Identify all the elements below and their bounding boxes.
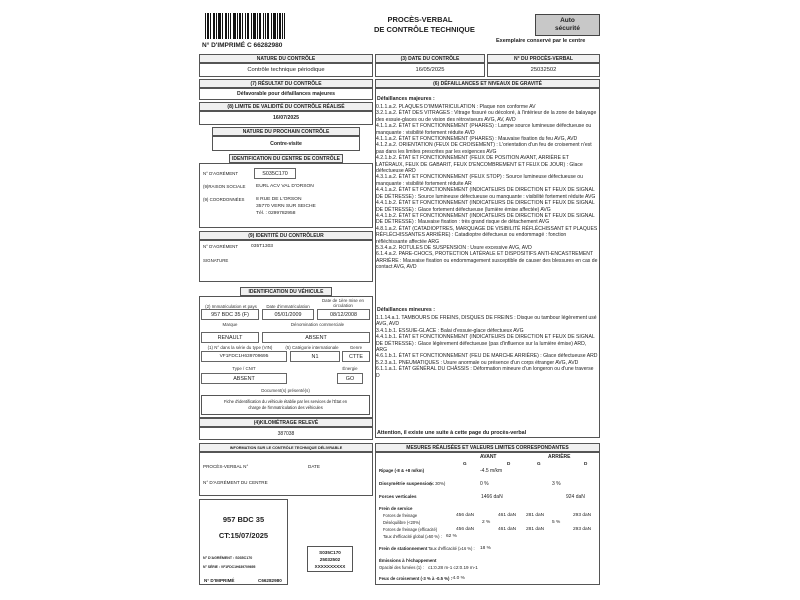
vignette-agrement: N° D'AGRÉMENT : S035C170	[203, 556, 253, 560]
info-centre-label: N° D'AGRÉMENT DU CENTRE	[203, 480, 268, 485]
defect-item: 4.1.2.a.2. ORIENTATION (FEUX DE CROISEMENT) : L'orientation d'un feu de croisement n'est pas dans les limites prescrites par les exigences AVG	[376, 142, 592, 155]
copy-note: Exemplaire conservé par le centre	[496, 38, 586, 44]
defect-item: 4.3.1.a.2. ÉTAT ET FONCTIONNEMENT (FEUX STOP) : Source lumineuse défectueuse ou manquante : visibilité fortement réduite AR	[376, 174, 583, 187]
vin-label: (1) N° dans la série du type (VIN)	[207, 345, 273, 350]
mineures-list	[376, 315, 598, 379]
col-avant: AVANT	[480, 454, 497, 460]
barcode	[205, 13, 285, 39]
title-line-2: DE CONTRÔLE TECHNIQUE	[374, 25, 475, 34]
nature-header: NATURE DU CONTRÔLE	[199, 54, 373, 63]
denom-value: ABSENT	[262, 332, 370, 343]
immat-label: (2) Immatriculation et pays	[205, 304, 257, 309]
mesures-header: MESURES RÉALISÉES ET VALEURS LIMITES CORRESPONDANTES	[375, 443, 600, 452]
km-value: 387038	[277, 431, 295, 437]
defect-item: 5.2.3.a.1. PNEUMATIQUES : Usure anormale ou présence d'un corps étranger AVG, AVD	[376, 359, 579, 366]
date-circ-label: Date de 1ère mise en circulation	[322, 298, 364, 308]
genre-label: Genre	[349, 345, 363, 350]
dissym-ar: 3 %	[552, 481, 561, 487]
centre-coord-line-3: Tél. : 0299782958	[256, 211, 296, 216]
imprime-number: N° D'IMPRIMÉ C 66282980	[202, 42, 283, 49]
marque-value: RENAULT	[201, 332, 259, 343]
date-value	[375, 63, 485, 77]
efficace-label: Forces de freinage (efficacité)	[383, 527, 438, 532]
defect-item: 4.6.1.b.1. ÉTAT ET FONCTIONNEMENT (FEU DE MARCHE ARRIÈRE) : Glace défectueuse ARD	[376, 353, 598, 360]
info-pv-label: PROCÈS-VERBAL N°	[203, 464, 249, 469]
centre-raison-value: EURL ACV VAL D'ORSON	[256, 184, 314, 189]
date-immat-value: 05/01/2009	[262, 309, 314, 320]
immat-value: 957 BDC 35 (F)	[201, 309, 259, 320]
controleur-agrement-value: 035T1303	[251, 244, 274, 249]
info-deliv-box	[199, 452, 373, 496]
majeures-title: Défaillances majeures :	[377, 96, 435, 102]
defect-item: 4.4.1.b.2. ÉTAT ET FONCTIONNEMENT (INDICATEURS DE DIRECTION ET FEUX DE SIGNAL DE DÉTRESSE) : Mauvaise fixation : très grand risque de détachement AVG	[376, 212, 595, 226]
stamp-line-3: XXXXXXXXXX	[314, 564, 346, 569]
km-header: (4)KILOMÉTRAGE RELEVÉ	[199, 418, 373, 427]
badge-line-2: sécurité	[555, 25, 580, 32]
ripage-label: Ripage (-8 & +8 m/km)	[379, 468, 425, 473]
desequilibre-ar: 5 %	[552, 520, 561, 525]
defect-item: 4.4.1.a.2. ÉTAT ET FONCTIONNEMENT (INDICATEURS DE DIRECTION ET FEUX DE SIGNAL DE DÉTRESSE) : Source lumineuse défectueuse ou manquante : visibilité fortement réduite AVG	[376, 187, 596, 200]
validity-header: (8) LIMITE DE VALIDITÉ DU CONTRÔLE RÉALISÉ	[199, 102, 373, 111]
centre-coord-line-2: 35770 VERN SUR SEICHE	[256, 204, 316, 209]
info-date-label: DATE	[308, 464, 320, 469]
ripage-value: -4.5 m/km	[480, 468, 503, 474]
defaillances-header: (6) DÉFAILLANCES ET NIVEAUX DE GRAVITÉ	[375, 79, 600, 88]
centre-agrement-value: S035C170	[254, 168, 296, 179]
stationnement-value: 18 %	[480, 546, 491, 551]
date-value-text: 16/05/2025	[415, 67, 445, 73]
centre-coord-line-1: 8 RUE DE L'ORSON	[256, 197, 302, 202]
centre-box	[199, 163, 373, 228]
defect-item: 4.8.1.a.2. ÉTAT (CATADIOPTRES, MARQUAGE DE VISIBILITÉ RÉFLÉCHISSANT ET PLAQUES RÉFLÉCHISSANTES ARRIÈRE) : Catadioptre défectueux ou endommagé : fonction réfléchissante affectée ARG	[376, 225, 598, 245]
km-box	[199, 427, 373, 440]
fiche-note-line-2: charge de l'immatriculation des véhicules	[248, 405, 323, 410]
forces-ar: 924 daN	[566, 494, 585, 500]
type-label: Type / CNIT	[232, 366, 256, 371]
frein-service-label: Frein de service	[379, 506, 413, 511]
type-value: ABSENT	[201, 373, 287, 384]
dissym-label: Dissymétrie suspension	[379, 481, 432, 486]
col-av-d: D	[507, 461, 511, 466]
info-deliv-header: INFORMATION SUR LE CONTRÔLE TECHNIQUE DÉLIVRABLE	[199, 443, 373, 452]
opacite-label: Opacité des fumées (1) :	[379, 565, 424, 570]
opacite-values: c1:0.28 m-1 c2:0.19 m-1	[428, 565, 478, 570]
denom-label: Dénomination commerciale	[290, 322, 345, 327]
energie-value: GO	[337, 373, 363, 384]
efficace-av-g: 456 daN	[456, 527, 475, 532]
controleur-box	[199, 240, 373, 282]
defect-item: 4.4.1.b.1. ÉTAT ET FONCTIONNEMENT (INDICATEURS DE DIRECTION ET FEUX DE SIGNAL DE DÉTRESSE) : Glace légèrement défectueuse (pas d'influence sur la lumière émise) ARD, ARG	[376, 334, 595, 354]
centre-agrement-label: N° D'AGRÉMENT	[203, 171, 239, 176]
efficace-ar-d: 293 daN	[573, 527, 592, 532]
freinage-av-g: 456 daN	[456, 513, 475, 518]
cat-label: (5) Catégorie internationale	[285, 345, 339, 350]
freinage-ar-d: 293 daN	[573, 513, 592, 518]
defect-item: 4.4.1.b.2. ÉTAT ET FONCTIONNEMENT (INDICATEURS DE DIRECTION ET FEUX DE SIGNAL DE DÉTRESSE) : Glace fortement défectueuse (lumière émise affectée) AVG	[376, 200, 595, 213]
result-value-text: Défavorable pour défaillances majeures	[236, 91, 336, 97]
nature-value	[199, 63, 373, 77]
freinage-av-d: 461 daN	[498, 513, 517, 518]
validity-value	[199, 111, 373, 125]
stamp-line-2: 25032502	[319, 557, 341, 562]
energie-label: Énergie	[342, 366, 358, 371]
defect-item: 4.2.1.b.2. ÉTAT ET FONCTIONNEMENT (FEUX DE POSITION AVANT, ARRIÈRE ET LATÉRAUX, FEUX DE GABARIT, FEUX D'ENCOMBREMENT ET FEUX DE JOUR) : Glace défectueuse ARD	[376, 155, 583, 175]
vehicule-header: IDENTIFICATION DU VÉHICULE	[240, 287, 332, 296]
majeures-list	[376, 104, 598, 271]
cat-value: N1	[290, 351, 340, 362]
pv-value-text: 25032502	[530, 67, 557, 73]
croisement-value: -4.0 %	[451, 576, 465, 581]
desequilibre-label: Déséquilibre (<20%)	[383, 520, 421, 525]
emissions-label: Émissions à l'échappement	[379, 558, 437, 563]
stamp-line-1: S035C170	[319, 550, 341, 555]
result-value	[199, 88, 373, 100]
defect-item: 0.1.1.a.2. PLAQUES D'IMMATRICULATION : Plaque non conforme AV	[376, 104, 536, 110]
centre-coord-label: (9) COORDONNÉES	[203, 197, 245, 202]
marque-label: Marque	[222, 322, 238, 327]
freinage-ar-g: 281 daN	[526, 513, 545, 518]
title-line-1: PROCÈS-VERBAL	[387, 15, 453, 24]
next-value-text: Contre-visite	[270, 141, 302, 147]
defect-item: 6.1.4.a.2. PARE-CHOCS, PROTECTION LATÉRALE ET DISPOSITIFS ANTI-ENCASTREMENT ARRIÈRE : Mauvaise fixation ou endommagement susceptible de causer des blessures en cas de contact AVG, AVD	[376, 251, 598, 271]
date-header: (3) DATE DU CONTRÔLE	[375, 54, 485, 63]
col-av-g: G	[463, 461, 467, 466]
defect-item: 1.1.14.a.1. TAMBOURS DE FREINS, DISQUES DE FREINS : Disque ou tambour légèrement usé AVG, AVD	[376, 315, 597, 328]
forces-av: 1466 daN	[481, 494, 503, 500]
forces-label-visible: Forces verticales	[379, 494, 417, 499]
taux-label: Taux d'efficacité global (≥50 %) :	[383, 534, 442, 539]
desequilibre-av: 2 %	[482, 520, 491, 525]
croisement-label: Feux de croisement (-3 % à -0.5 %) :	[379, 576, 453, 581]
stamp-box	[307, 546, 353, 572]
stationnement-label: Frein de stationnement	[379, 546, 428, 551]
defect-item: 4.1.1.a.2. ÉTAT ET FONCTIONNEMENT (PHARES) : Lampe source lumineuse défectueuse ou manquante : visibilité fortement réduite AVD	[376, 123, 592, 136]
vignette-serie: N° SÉRIE : VF1FDC1H639709695	[203, 565, 256, 569]
centre-raison-label: (9)RAISON SOCIALE	[203, 184, 246, 189]
badge-line-1: Auto	[560, 17, 575, 24]
vignette-imprime-label: N° D'IMPRIMÉ	[204, 578, 235, 583]
defect-item: 3.2.1.a.2. ÉTAT DES VITRAGES : Vitrage fissuré ou décoloré, à l'intérieur de la zone de balayage des essuie-glaces ou de vision des rétroviseurs AVG, AV, AVD	[376, 110, 597, 123]
stationnement-taux: Taux d'efficacité (≥16 %) :	[428, 546, 475, 551]
controleur-header: (9) IDENTITÉ DU CONTRÔLEUR	[199, 231, 373, 240]
controleur-agrement-label: N° D'AGRÉMENT	[203, 244, 239, 249]
genre-value: CTTE	[342, 351, 370, 362]
date-immat-label: Date d'immatriculation	[266, 304, 310, 309]
pv-header: N° DU PROCÈS-VERBAL	[487, 54, 600, 63]
efficace-ar-g: 281 daN	[526, 527, 545, 532]
docs-label: Document(s) présenté(s)	[261, 388, 310, 393]
vignette-immat: 957 BDC 35	[222, 515, 265, 524]
defect-item: 6.1.1.a.1. ÉTAT GÉNÉRAL DU CHÂSSIS : Déformation mineure d'un longeron ou d'une traverse D	[376, 366, 594, 379]
dissym-av: 0 %	[480, 481, 489, 487]
attention-note: Attention, il existe une suite à cette page du procès-verbal	[377, 430, 527, 436]
fiche-note-line-1: Fiche d'identification du véhicule établie par les services de l'État en	[223, 399, 348, 404]
next-value	[212, 136, 360, 151]
next-header: NATURE DU PROCHAIN CONTRÔLE	[212, 127, 360, 136]
validity-value-text: 16/07/2025	[273, 115, 299, 121]
fiche-note	[201, 395, 370, 415]
efficace-av-d: 461 daN	[498, 527, 517, 532]
freinage-label: Forces de freinage	[383, 513, 418, 518]
dissym-limit: (≤ 30%)	[430, 481, 446, 486]
date-circ-value: 08/12/2008	[317, 309, 370, 320]
vin-value: VF1FDC1H639709695	[201, 351, 287, 362]
defect-item: 3.4.1.b.1. ESSUIE-GLACE : Balai d'essuie-glace défectueux AVG	[376, 327, 524, 334]
centre-header: IDENTIFICATION DU CENTRE DE CONTRÔLE	[229, 154, 343, 163]
col-ar-g: G	[537, 461, 541, 466]
defect-item: 5.3.4.a.2. ROTULES DE SUSPENSION : Usure excessive AVG, AVD	[376, 244, 532, 251]
mineures-title: Défaillances mineures :	[377, 307, 435, 313]
pv-value	[487, 63, 600, 77]
vignette-ct: CT:15/07/2025	[218, 531, 269, 540]
signature-label: SIGNATURE	[203, 258, 229, 263]
col-ar-d: D	[584, 461, 588, 466]
result-header: (7) RÉSULTAT DU CONTRÔLE	[199, 79, 373, 88]
autosecurite-badge	[535, 14, 600, 36]
vignette-box	[199, 499, 288, 585]
vignette-imprime-value: C66282980	[258, 578, 282, 583]
taux-value: 62 %	[446, 534, 457, 539]
defect-item: 4.1.1.a.2. ÉTAT ET FONCTIONNEMENT (PHARES) : Mauvaise fixation du feu AVG, AVD	[376, 136, 578, 143]
nature-value-text: Contrôle technique périodique	[247, 67, 325, 73]
col-arriere: ARRIÈRE	[548, 454, 571, 460]
